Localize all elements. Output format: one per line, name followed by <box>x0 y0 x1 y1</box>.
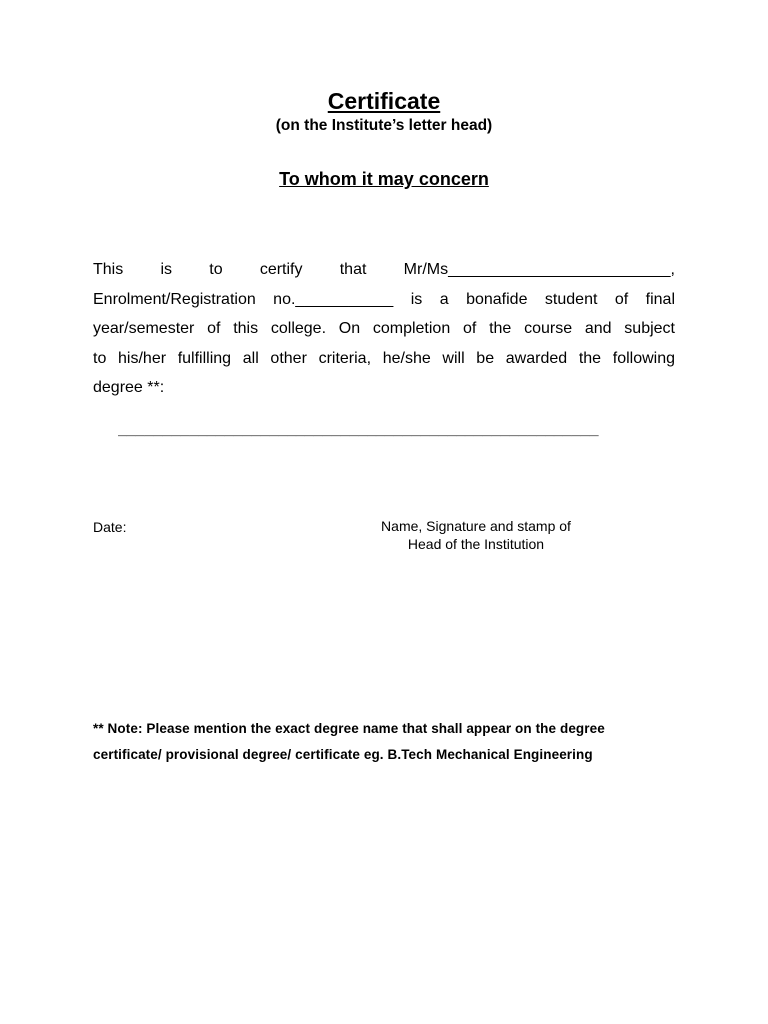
body-line-4: to his/her fulfilling all other criteria, he/she will be awarded the following <box>93 349 675 367</box>
note-line-2: certificate/ provisional degree/ certificate eg. B.Tech Mechanical Engineering <box>93 747 593 762</box>
date-label: Date: <box>93 519 127 535</box>
degree-blank-line: ______________________________________________________ <box>118 421 599 438</box>
body-line-3: year/semester of this college. On completion of the course and subject <box>93 320 675 337</box>
degree-note <box>93 716 693 768</box>
body-line-2: Enrolment/Registration no.___________ is a bonafide student of final <box>93 290 675 308</box>
body-line-1: This is to certify that Mr/Ms_________________________, <box>93 261 675 278</box>
note-line-1: ** Note: Please mention the exact degree name that shall appear on the degree <box>93 721 605 736</box>
salutation-heading: To whom it may concern <box>279 169 489 189</box>
document-title: Certificate <box>327 88 441 114</box>
signature-line-1: Name, Signature and stamp of <box>381 518 571 534</box>
signature-line-2: Head of the Institution <box>407 535 545 552</box>
body-line-5: degree **: <box>93 379 165 396</box>
certificate-body <box>93 255 675 403</box>
signature-block <box>336 518 616 553</box>
document-subtitle: (on the Institute’s letter head) <box>275 117 493 134</box>
